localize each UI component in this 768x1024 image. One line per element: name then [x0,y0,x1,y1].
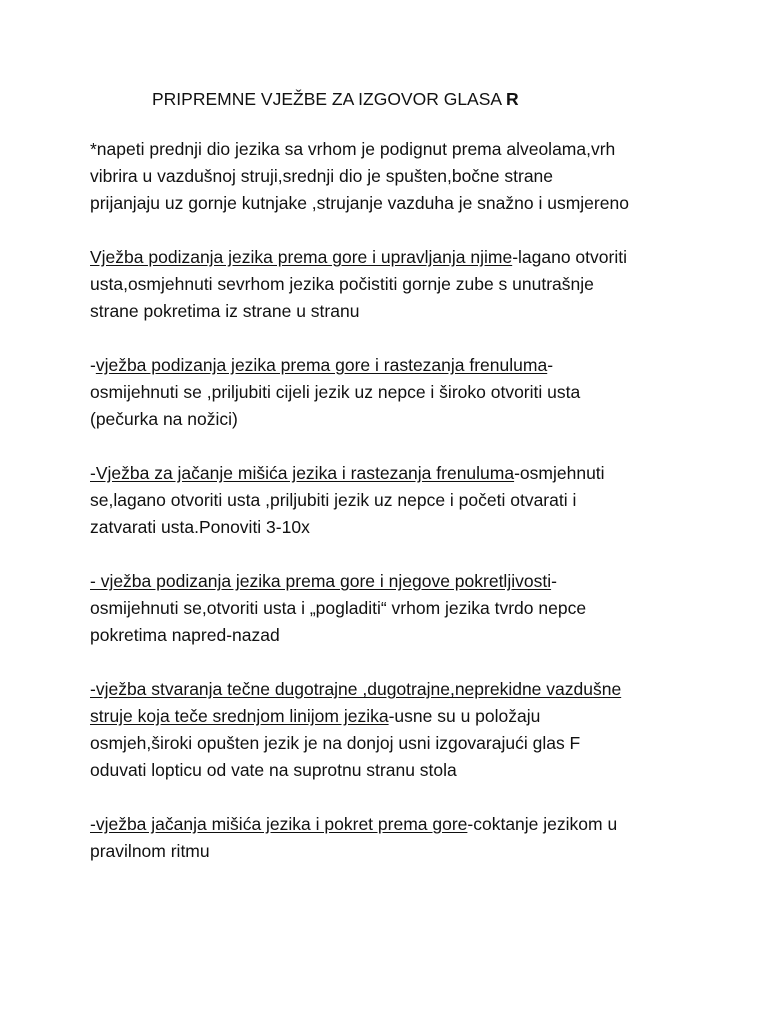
title-text: PRIPREMNE VJEŽBE ZA IZGOVOR GLASA [152,89,506,109]
document-title [152,86,708,112]
exercise-description: -lagano otvoriti usta,osmjehnuti sevrhom jezika počistiti gornje zube s unutrašnje strane pokretima iz strane u stranu [90,247,627,321]
exercise-heading: -vježba jačanja mišića jezika i pokret prema gore [90,814,468,834]
title-bold-letter: R [505,89,519,109]
exercise-description: -usne su u položaju osmjeh,široki opušten jezik je na donjoj usni izgovarajući glas F oduvati lopticu od vate na suprotnu stranu stola [90,706,581,780]
exercise-heading: -Vježba za jačanje mišića jezika i rastezanja frenuluma [90,463,515,483]
exercise-1 [90,244,708,325]
exercise-6 [90,811,708,865]
exercise-4 [90,568,708,649]
exercise-heading: vježba podizanja jezika prema gore i rastezanja frenuluma [95,355,548,375]
exercise-3 [90,460,708,541]
exercise-description: - osmijehnuti se ,priljubiti cijeli jezik uz nepce i široko otvoriti usta (pečurka na nožici) [90,355,581,429]
intro-paragraph: *napeti prednji dio jezika sa vrhom je podignut prema alveolama,vrh vibrira u vazdušnoj struji,srednji dio je spušten,bočne strane prijanjaju uz gornje kutnjake ,strujanje vazduha je snažno i usmjereno [90,139,629,213]
exercise-2 [90,352,708,433]
exercise-description: -osmjehnuti se,lagano otvoriti usta ,priljubiti jezik uz nepce i početi otvarati i zatvarati usta.Ponoviti 3-10x [90,463,605,537]
exercise-description: - osmijehnuti se,otvoriti usta i „pogladiti“ vrhom jezika tvrdo nepce pokretima napred-nazad [90,571,587,645]
exercise-5 [90,676,708,784]
exercise-prefix: - [90,355,96,375]
exercise-description: -coktanje jezikom u pravilnom ritmu [90,814,618,861]
exercise-heading: -vježba stvaranja tečne dugotrajne ,dugotrajne,neprekidne vazdušne struje koja teče srednjom linijom jezika [90,679,622,726]
exercise-heading: Vježba podizanja jezika prema gore i upravljanja njime [90,247,513,267]
exercise-heading: - vježba podizanja jezika prema gore i njegove pokretljivosti [90,571,552,591]
